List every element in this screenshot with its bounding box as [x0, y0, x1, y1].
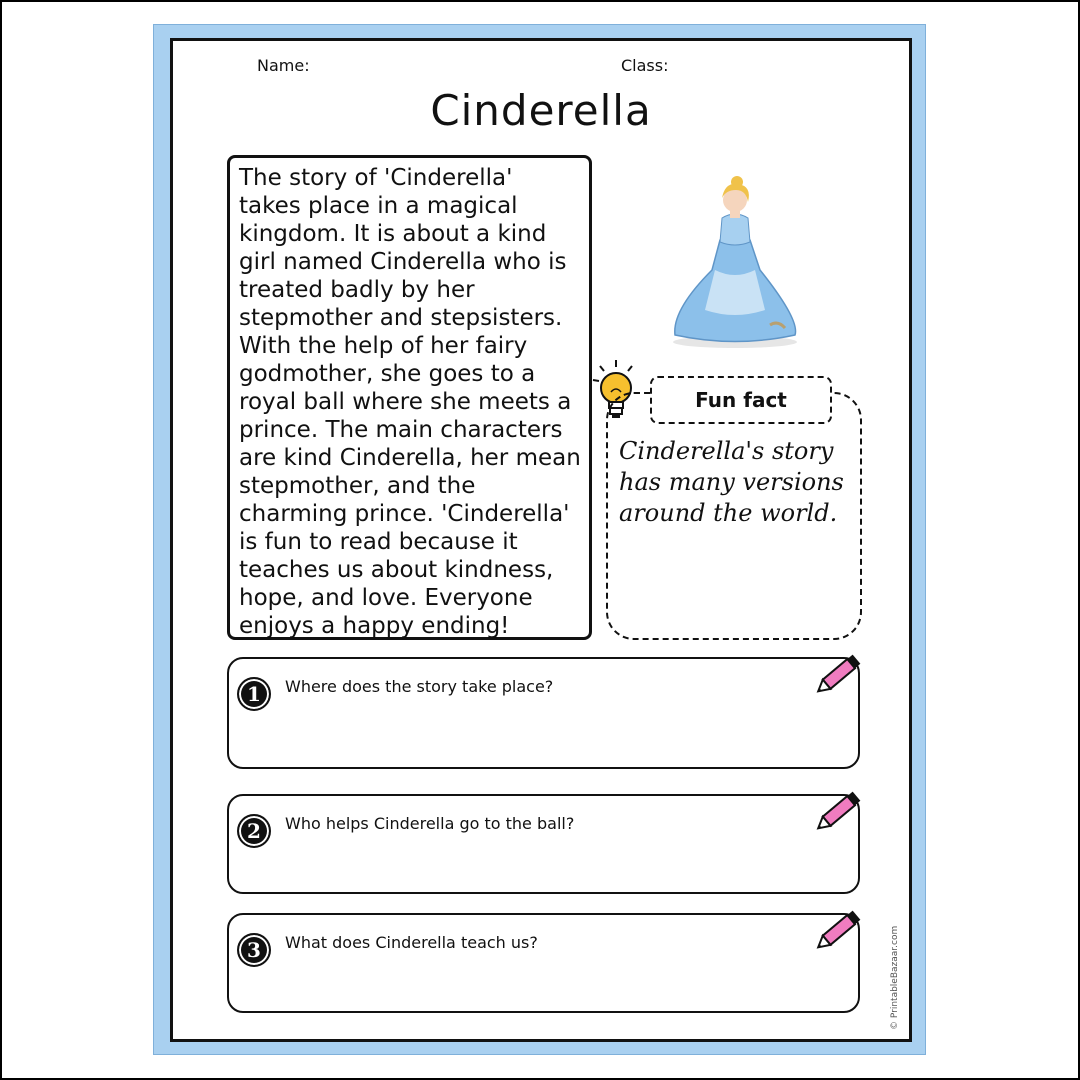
question-3-answer-box[interactable] — [227, 913, 860, 1013]
class-label: Class: — [621, 56, 669, 75]
pencil-icon — [810, 788, 866, 838]
question-number-badge: 3 — [237, 933, 271, 967]
story-passage: The story of 'Cinderella' takes place in a magical kingdom. It is about a kind girl named Cinderella who is treated badly by her stepmother and stepsisters. With the help of her fairy godmother, she goes to a royal ball where she meets a prince. The main characters are kind Cinderella, her mean stepmother, and the charming prince. 'Cinderella' is fun to read because it teaches us about kindness, hope, and love. Everyone enjoys a happy ending! — [227, 155, 592, 640]
fun-fact-label: Fun fact — [650, 376, 832, 424]
fun-fact-text: Cinderella's story has many versions around the world. — [619, 437, 844, 527]
question-2-answer-box[interactable] — [227, 794, 860, 894]
question-number-badge: 2 — [237, 814, 271, 848]
page-title: Cinderella — [430, 86, 652, 135]
question-text: What does Cinderella teach us? — [285, 933, 538, 952]
question-text: Who helps Cinderella go to the ball? — [285, 814, 575, 833]
question-1-answer-box[interactable] — [227, 657, 860, 769]
copyright-watermark: © PrintableBazaar.com — [890, 925, 900, 1030]
question-number-badge: 1 — [237, 677, 271, 711]
pencil-icon — [810, 651, 866, 701]
name-label: Name: — [257, 56, 310, 75]
cinderella-illustration — [660, 170, 810, 350]
pencil-icon — [810, 907, 866, 957]
question-text: Where does the story take place? — [285, 677, 554, 696]
